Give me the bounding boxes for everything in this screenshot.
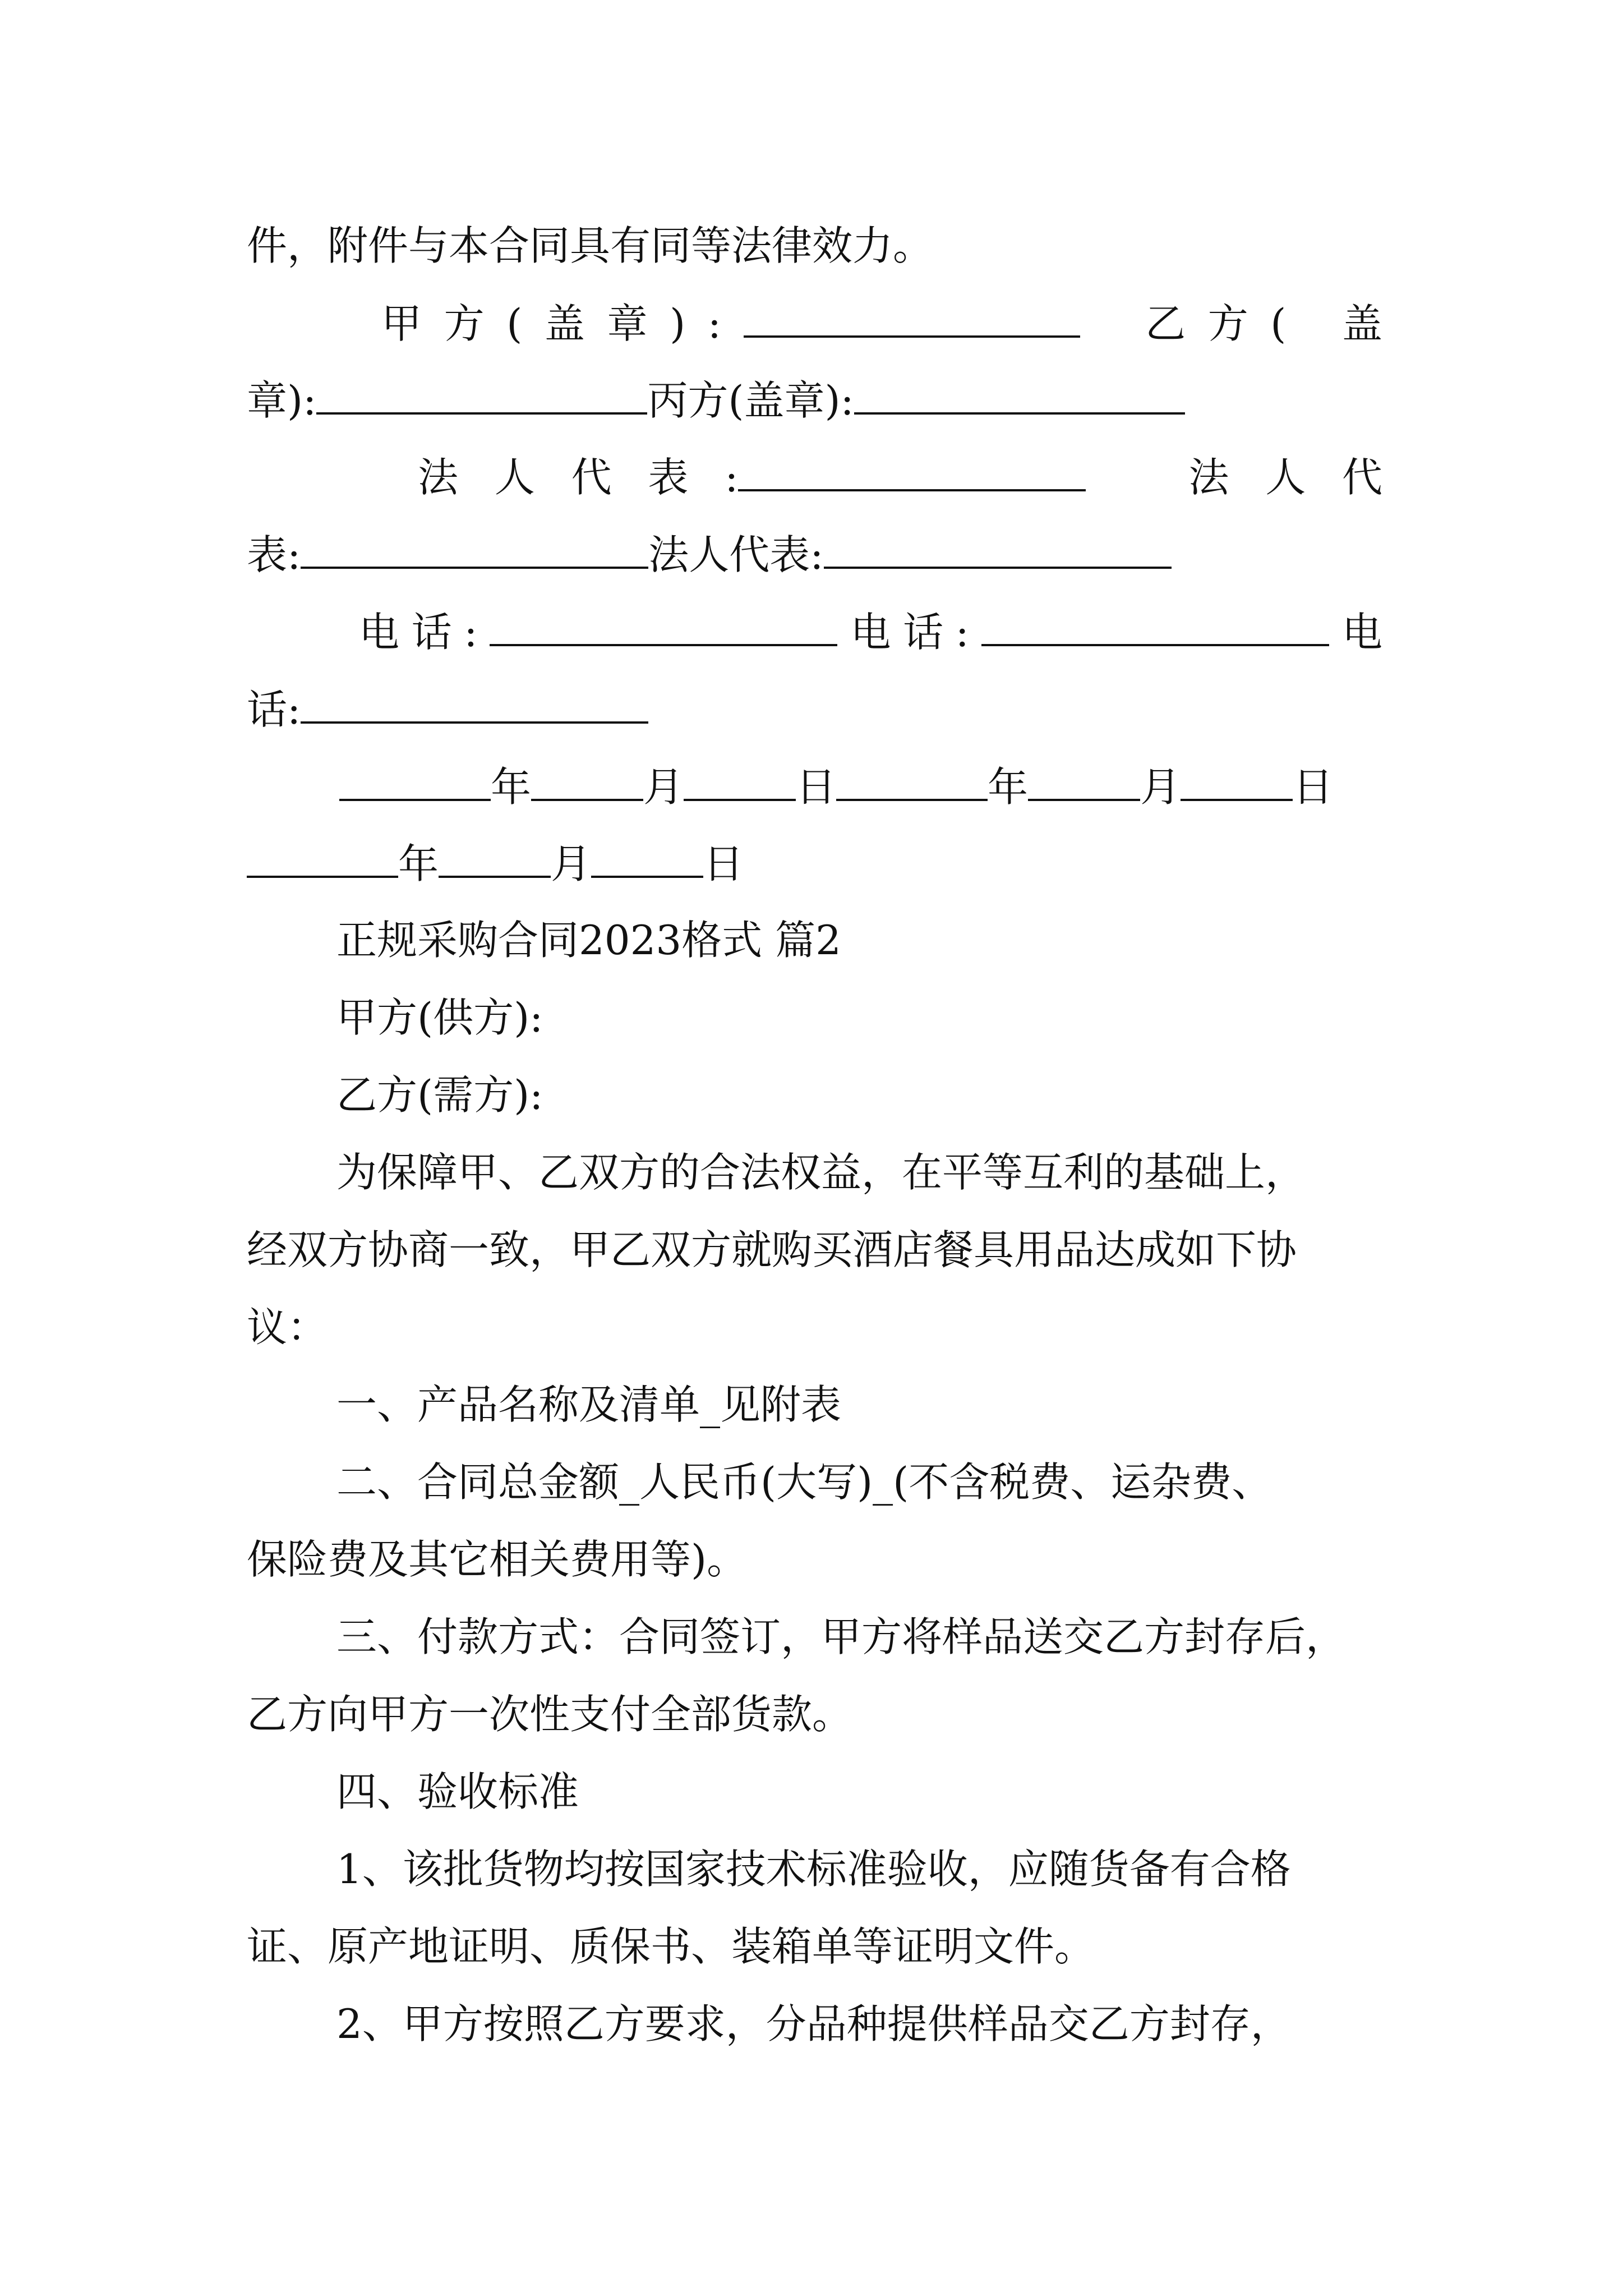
legal-rep-b-blank xyxy=(301,527,648,569)
date-b-day-blank xyxy=(1181,760,1293,801)
party-b-text: 乙方(需方): xyxy=(336,1071,543,1119)
phone-c-label-start: 电 xyxy=(1341,609,1382,656)
party-c-seal-blank xyxy=(854,373,1185,415)
phone-c-blank xyxy=(301,682,648,724)
phone-a-label: 电话: xyxy=(359,609,490,656)
paragraph-line xyxy=(336,1610,1382,1664)
seal-row-1 xyxy=(381,296,1382,350)
item-3-text-2: 乙方向甲方一次性支付全部货款。 xyxy=(247,1691,853,1738)
item-4-text: 四、验收标准 xyxy=(336,1768,579,1815)
paragraph-line xyxy=(247,1920,1382,1973)
intro-text-1: 为保障甲、乙双方的合法权益，在平等互利的基础上， xyxy=(336,1149,1306,1196)
phone-b-blank xyxy=(981,605,1329,646)
seal-row-2 xyxy=(247,373,1382,427)
item-2-text-2: 保险费及其它相关费用等)。 xyxy=(247,1536,748,1583)
date-row-2 xyxy=(247,836,1382,890)
date-b-day: 日 xyxy=(1293,763,1334,811)
continuation-text: 件，附件与本合同具有同等法律效力。 xyxy=(247,222,934,269)
date-c-month: 月 xyxy=(551,840,592,887)
item-1-text: 一、产品名称及清单_见附表 xyxy=(336,1381,842,1428)
phone-c-label-end: 话: xyxy=(247,686,301,733)
party-a-seal-blank xyxy=(744,296,1080,338)
paragraph-line xyxy=(336,1842,1382,1896)
paragraph-line xyxy=(247,1223,1382,1277)
date-c-day: 日 xyxy=(703,840,744,887)
party-b-seal-label-2: 盖 xyxy=(1341,300,1382,347)
item-2-text-1: 二、合同总金额_人民币(大写)_(不含税费、运杂费、 xyxy=(336,1458,1272,1506)
party-b-seal-end: 章): xyxy=(247,377,317,424)
party-b-seal-blank xyxy=(316,373,647,415)
date-a-month-blank xyxy=(531,760,643,801)
date-a-day-blank xyxy=(684,760,796,801)
party-a-seal xyxy=(381,296,1080,351)
party-b-seal-start xyxy=(1145,297,1382,351)
paragraph-line xyxy=(336,1455,1382,1509)
date-c-year-blank xyxy=(247,836,398,878)
party-a-text: 甲方(供方): xyxy=(336,994,543,1041)
phone-a xyxy=(359,605,837,659)
paragraph-line xyxy=(336,1765,1382,1819)
date-row-1 xyxy=(339,760,1382,813)
date-c-year: 年 xyxy=(398,840,439,887)
date-a-year: 年 xyxy=(491,763,532,811)
legal-rep-a-blank xyxy=(738,450,1086,491)
date-a-year-blank xyxy=(339,760,491,801)
phone-b-label: 电话: xyxy=(850,609,981,656)
party-a-seal-label: 甲方(盖章): xyxy=(381,300,744,347)
date-a-day: 日 xyxy=(796,763,837,811)
party-c-seal-label: 丙方(盖章): xyxy=(647,377,854,424)
item-3-text-1: 三、付款方式：合同签订，甲方将样品送交乙方封存后， xyxy=(336,1613,1347,1660)
party-b-line xyxy=(336,1068,1382,1122)
legal-rep-a-label: 法人代表 xyxy=(418,454,725,501)
paragraph-line xyxy=(247,1300,1382,1354)
party-b-seal-label: 乙方( xyxy=(1145,300,1308,347)
paragraph-line xyxy=(336,1378,1382,1432)
paragraph-line xyxy=(247,1687,1382,1741)
date-c-month-blank xyxy=(439,836,551,878)
legal-rep-row-2 xyxy=(247,527,1382,581)
legal-rep-c-label: 法人代表: xyxy=(648,531,824,578)
date-b-year: 年 xyxy=(988,763,1029,811)
intro-text-2: 经双方协商一致，甲乙双方就购买酒店餐具用品达成如下协 xyxy=(247,1226,1297,1273)
item-4-2-text: 2、甲方按照乙方要求，分品种提供样品交乙方封存， xyxy=(336,2000,1291,2047)
section-heading xyxy=(336,913,1382,967)
text-line xyxy=(247,219,1382,273)
intro-text-3: 议： xyxy=(247,1304,328,1351)
legal-rep-c-blank xyxy=(824,527,1172,569)
phone-a-blank xyxy=(490,605,837,646)
date-b-month: 月 xyxy=(1140,763,1181,811)
paragraph-line xyxy=(247,1533,1382,1586)
legal-rep-a xyxy=(418,450,1086,504)
item-4-1-text-1: 1、该批货物均按国家技术标准验收，应随货备有合格 xyxy=(336,1846,1291,1893)
legal-rep-b-label-end: 表: xyxy=(247,531,301,578)
section-heading-text: 正规采购合同2023格式 篇2 xyxy=(336,917,841,964)
party-a-line xyxy=(336,991,1382,1045)
date-b-year-blank xyxy=(836,760,988,801)
phone-row-1 xyxy=(359,605,1382,659)
date-c-day-blank xyxy=(591,836,703,878)
item-4-1-text-2: 证、原产地证明、质保书、装箱单等证明文件。 xyxy=(247,1923,1095,1970)
legal-rep-b-label: 法人代 xyxy=(1188,454,1419,501)
phone-b xyxy=(850,605,1329,659)
date-a-month: 月 xyxy=(643,763,684,811)
legal-rep-row-1 xyxy=(418,450,1419,504)
paragraph-line xyxy=(336,1145,1382,1199)
paragraph-line xyxy=(336,1997,1382,2051)
legal-rep-a-colon: : xyxy=(725,454,739,501)
date-b-month-blank xyxy=(1028,760,1140,801)
phone-row-2 xyxy=(247,682,1382,736)
